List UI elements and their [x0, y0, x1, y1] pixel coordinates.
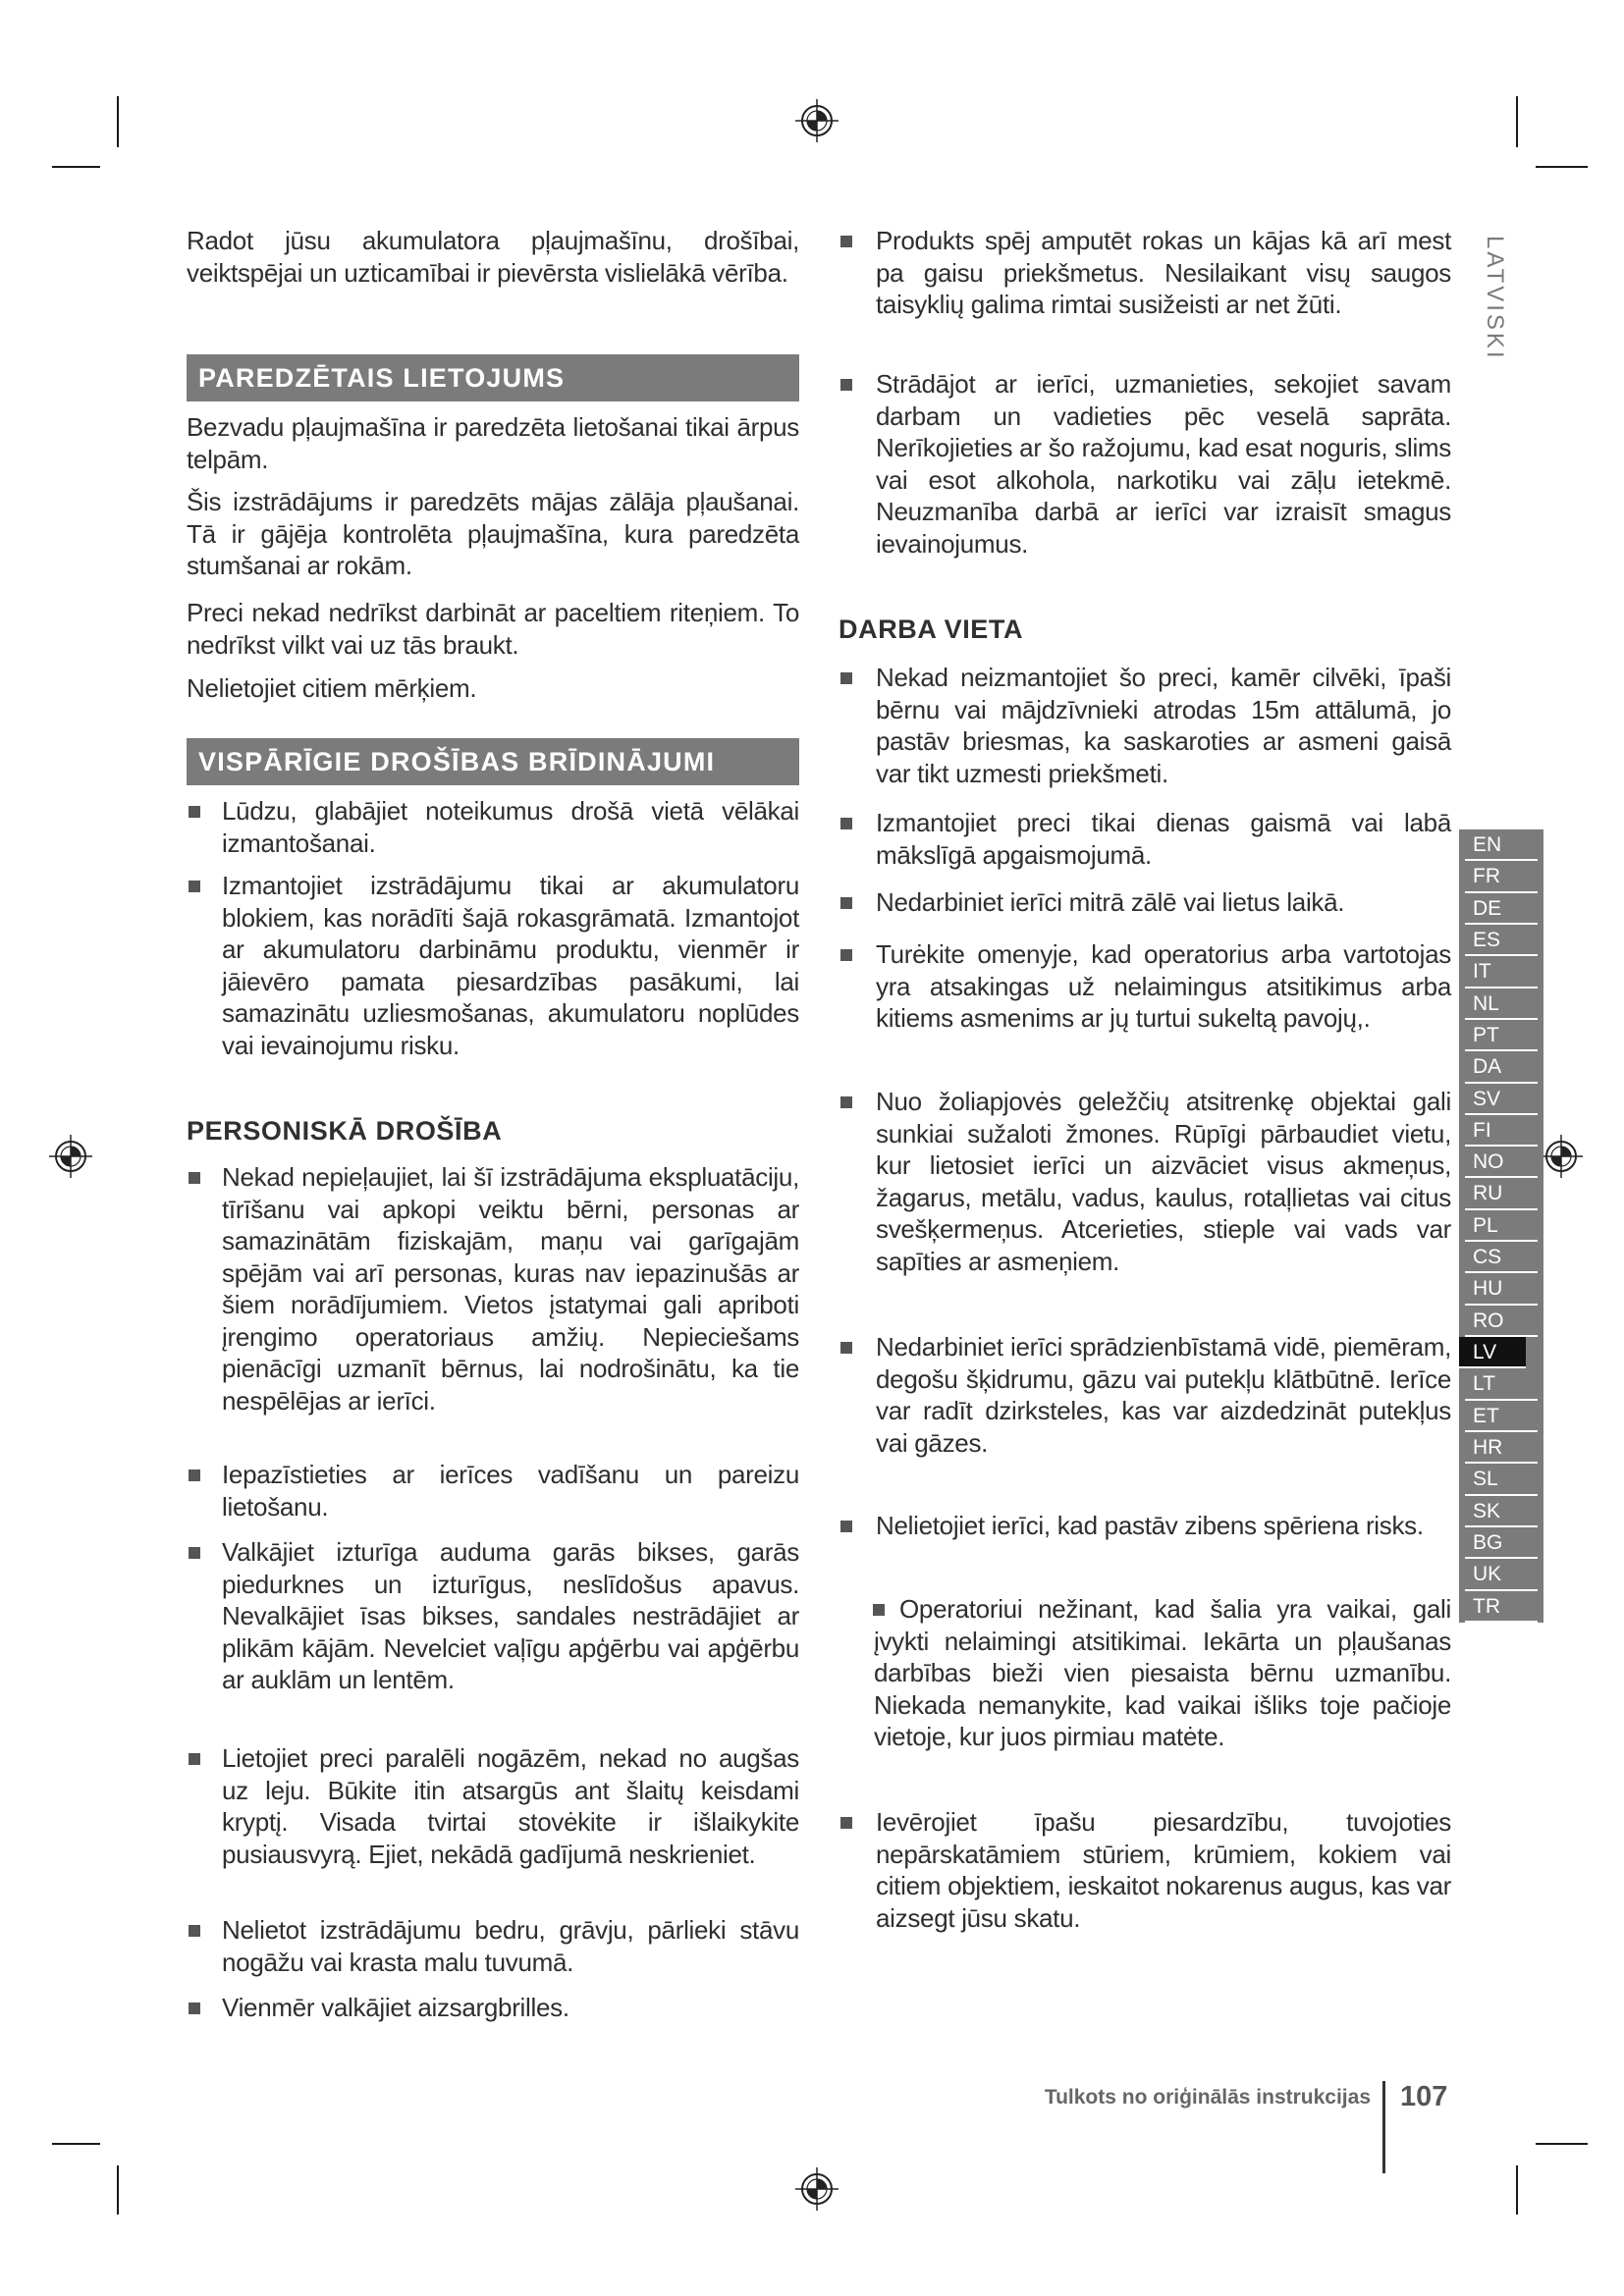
section-title-general-warnings: VISPĀRĪGIE DROŠĪBAS BRĪDINĀJUMI: [187, 738, 799, 785]
page-number: 107: [1400, 2081, 1448, 2112]
list-item-text: Iepazīstieties ar ierīces vadīšanu un pareizu lietošanu.: [222, 1460, 799, 1522]
language-tab-hr: HR: [1465, 1432, 1538, 1464]
list-item-text: Izmantojiet preci tikai dienas gaismā vai labā mākslīgā apgaismojumā.: [876, 808, 1451, 870]
list-item-text: Nekad nepieļaujiet, lai šī izstrādājuma ekspluatāciju, tīrīšanu vai apkopi veiktu bērni, personas ar samazinātām fiziskajām, maņu vai garīgajām spējām vai arī personas, kuras nav iepazinušās ar šiem norādījumiem. Vietos įstatymai gali apriboti įrengimo operatoriaus amžių. Nepieciešams pienācīgi uzmanīt bērnus, lai nodrošinātu, ka tie nespēlējas ar ierīci.: [222, 1162, 799, 1415]
language-tab-cs: CS: [1465, 1242, 1538, 1273]
section-title-personal-safety: PERSONISKĀ DROŠĪBA: [187, 1116, 503, 1146]
language-tab-uk: UK: [1465, 1559, 1538, 1590]
list-item-text: Valkājiet izturīga auduma garās bikses, garās piedurknes un izturīgus, neslīdošus apavus. Nevalkājiet īsas bikses, sandales nestrādājiet ar plikām kājām. Nevelciet vaļīgu apģērbu vai apģērbu ar auklām un lentēm.: [222, 1537, 799, 1694]
bullet-icon: [189, 881, 200, 892]
language-tab-bg: BG: [1465, 1527, 1538, 1559]
footer-divider: [1382, 2081, 1385, 2173]
crop-mark: [1516, 2165, 1518, 2215]
paragraph: Preci nekad nedrīkst darbināt ar paceltiem riteņiem. To nedrīkst vilkt vai uz tās braukt.: [187, 598, 799, 660]
footer-translation-note: Tulkots no oriģinālās instrukcijas: [1044, 2086, 1371, 2109]
section-title-intended-use: PAREDZĒTAIS LIETOJUMS: [187, 354, 799, 401]
list-item-text: Lietojiet preci paralēli nogāzēm, nekad no augšas uz leju. Būkite itin atsargūs ant šlaitų keisdami kryptį. Visada tvirtai stovėkite ir išlaikykite pusiausvyrą. Ejiet, nekādā gadījumā neskrieniet.: [222, 1743, 799, 1869]
bullet-icon: [840, 379, 852, 391]
bullet-icon: [840, 949, 852, 961]
bullet-icon: [840, 1817, 852, 1829]
bullet-icon: [189, 2002, 200, 2014]
list-item: [839, 807, 1451, 871]
language-tab-nl: NL: [1465, 988, 1538, 1020]
bullet-icon: [189, 1753, 200, 1765]
registration-mark-icon: [1539, 1134, 1584, 1179]
language-tab-tr: TR: [1465, 1591, 1538, 1623]
bullet-icon: [189, 1925, 200, 1937]
crop-mark: [117, 2165, 119, 2215]
language-tab-lv-active: LV: [1459, 1337, 1526, 1368]
list-item: [839, 1510, 1451, 1542]
bullet-icon: [189, 806, 200, 818]
list-item: [187, 1992, 799, 2024]
crop-mark: [117, 96, 119, 147]
list-item-text: Operatoriui nežinant, kad šalia yra vaikai, gali įvykti nelaimingi atsitikimai. Iekārta un pļaušanas darbības bieži vien piesaista bērnu uzmanību. Niekada nemanykite, kad vaikai išliks toje pačioje vietoje, kur juos pirmiau matėte.: [874, 1594, 1451, 1751]
list-item: [187, 1536, 799, 1696]
language-tab-ro: RO: [1465, 1306, 1538, 1337]
list-item: [187, 1161, 799, 1416]
language-sidebar-label: LATVISKI: [1482, 236, 1508, 361]
crop-mark: [1536, 166, 1588, 168]
language-tab-pt: PT: [1465, 1020, 1538, 1051]
list-item-text: Ievērojiet īpašu piesardzību, tuvojoties nepārskatāmiem stūriem, krūmiem, kokiem vai citiem objektiem, ieskaitot nokarenus augus, kas var aizsegt jūsu skatu.: [876, 1807, 1451, 1933]
list-item: [874, 1593, 1451, 1753]
bullet-icon: [840, 818, 852, 829]
language-tab-hu: HU: [1465, 1273, 1538, 1305]
bullet-icon: [840, 672, 852, 684]
language-tab-ru: RU: [1465, 1178, 1538, 1209]
language-tab-en: EN: [1465, 829, 1538, 861]
list-item-text: Nelietojiet ierīci, kad pastāv zibens spēriena risks.: [876, 1511, 1424, 1540]
language-tab-es: ES: [1465, 925, 1538, 956]
language-tab-da: DA: [1465, 1051, 1538, 1083]
registration-mark-icon: [794, 98, 839, 143]
paragraph: Šis izstrādājums ir paredzēts mājas zālāja pļaušanai. Tā ir gājēja kontrolēta pļaujmašīna, kura paredzēta stumšanai ar rokām.: [187, 487, 799, 580]
list-item-text: Strādājot ar ierīci, uzmanieties, sekojiet savam darbam un vadieties pēc veselā saprāta. Nerīkojieties ar šo ražojumu, kad esat noguris, slims vai esot alkohola, narkotiku vai zāļu ietekmē. Neuzmanība darbā ar ierīci var izraisīt smagus ievainojumus.: [876, 369, 1451, 559]
bullet-icon: [840, 236, 852, 247]
intro-paragraph: Radot jūsu akumulatora pļaujmašīnu, drošībai, veiktspējai un uzticamībai ir pievērsta vislielākā vērība.: [187, 226, 799, 288]
registration-mark-icon: [794, 2166, 839, 2212]
list-item-text: Produkts spēj amputēt rokas un kājas kā arī mest pa gaisu priekšmetus. Nesilaikant visų saugos taisyklių galima rimtai susižeisti ar net žūti.: [876, 226, 1451, 319]
list-item: [839, 368, 1451, 560]
list-item-text: Nuo žoliapjovės geležčių atsitrenkę objektai gali sunkiai sužaloti žmones. Rūpīgi pārbaudiet vietu, kur lietosiet ierīci un aizvāciet visus akmeņus, žagarus, metālu, vadus, kaulus, rotaļlietas vai citus svešķermeņus. Atcerieties, stieple vai vads var sapīties ar asmeņiem.: [876, 1087, 1451, 1276]
list-item-text: Vienmēr valkājiet aizsargbrilles.: [222, 1993, 569, 2022]
list-item-text: Nekad neizmantojiet šo preci, kamēr cilvēki, īpaši bērnu vai mājdzīvnieki atrodas 15m attālumā, jo pastāv briesmas, ka saskaroties ar asmeni gaisā var tikt uzmesti priekšmeti.: [876, 663, 1451, 788]
language-tab-sk: SK: [1465, 1496, 1538, 1527]
language-tab-no: NO: [1465, 1147, 1538, 1178]
list-item: [839, 938, 1451, 1035]
crop-mark: [52, 166, 100, 168]
language-tab-et: ET: [1465, 1401, 1538, 1432]
section-title-work-area: DARBA VIETA: [839, 614, 1024, 644]
list-item: [187, 870, 799, 1061]
bullet-icon: [189, 1172, 200, 1184]
language-tab-sv: SV: [1465, 1084, 1538, 1115]
list-item: [187, 1459, 799, 1522]
bullet-icon: [840, 1521, 852, 1532]
language-tab-de: DE: [1465, 893, 1538, 925]
list-item: [839, 662, 1451, 789]
language-tab-it: IT: [1465, 956, 1538, 988]
bullet-icon: [873, 1604, 885, 1616]
bullet-icon: [840, 1342, 852, 1354]
language-tab-pl: PL: [1465, 1210, 1538, 1242]
list-item: [839, 1806, 1451, 1934]
list-item: [839, 225, 1451, 321]
language-tab-sl: SL: [1465, 1464, 1538, 1495]
list-item: [839, 1086, 1451, 1277]
bullet-icon: [840, 897, 852, 909]
bullet-icon: [189, 1547, 200, 1559]
language-tab-fr: FR: [1465, 861, 1538, 892]
language-tab-lt: LT: [1465, 1368, 1538, 1400]
crop-mark: [52, 2143, 100, 2145]
language-tabs: [1459, 829, 1543, 1623]
paragraph: Nelietojiet citiem mērķiem.: [187, 673, 477, 703]
bullet-icon: [189, 1469, 200, 1481]
list-item-text: Nelietot izstrādājumu bedru, grāvju, pārlieki stāvu nogāžu vai krasta malu tuvumā.: [222, 1915, 799, 1977]
list-item-text: Nedarbiniet ierīci mitrā zālē vai lietus laikā.: [876, 887, 1345, 917]
list-item: [187, 1914, 799, 1978]
registration-mark-icon: [48, 1134, 93, 1179]
list-item-text: Izmantojiet izstrādājumu tikai ar akumulatoru blokiem, kas norādīti šajā rokasgrāmatā. Izmantojot ar akumulatoru darbināmu produktu, vienmēr ir jāievēro pamata piesardzības pasākumi, lai samazinātu uzliesmošanas, akumulatoru noplūdes vai ievainojumu risku.: [222, 871, 799, 1060]
list-item: [839, 1331, 1451, 1459]
bullet-icon: [840, 1096, 852, 1108]
list-item-text: Turėkite omenyje, kad operatorius arba vartotojas yra atsakingas už nelaimingus atsitikimus arba kitiems asmenims ar jų turtui sukeltą pavojų,.: [876, 939, 1451, 1033]
crop-mark: [1536, 2143, 1588, 2145]
language-tab-fi: FI: [1465, 1115, 1538, 1147]
list-item: [187, 795, 799, 859]
list-item-text: Nedarbiniet ierīci sprādzienbīstamā vidē, piemēram, degošu šķidrumu, gāzu vai putekļu klātbūtnē. Ierīce var radīt dzirksteles, kas var aizdedzināt putekļus vai gāzes.: [876, 1332, 1451, 1458]
list-item-text: Lūdzu, glabājiet noteikumus drošā vietā vēlākai izmantošanai.: [222, 796, 799, 858]
list-item: [839, 886, 1451, 919]
list-item: [187, 1742, 799, 1870]
crop-mark: [1516, 96, 1518, 147]
paragraph: Bezvadu pļaujmašīna ir paredzēta lietošanai tikai ārpus telpām.: [187, 412, 799, 474]
